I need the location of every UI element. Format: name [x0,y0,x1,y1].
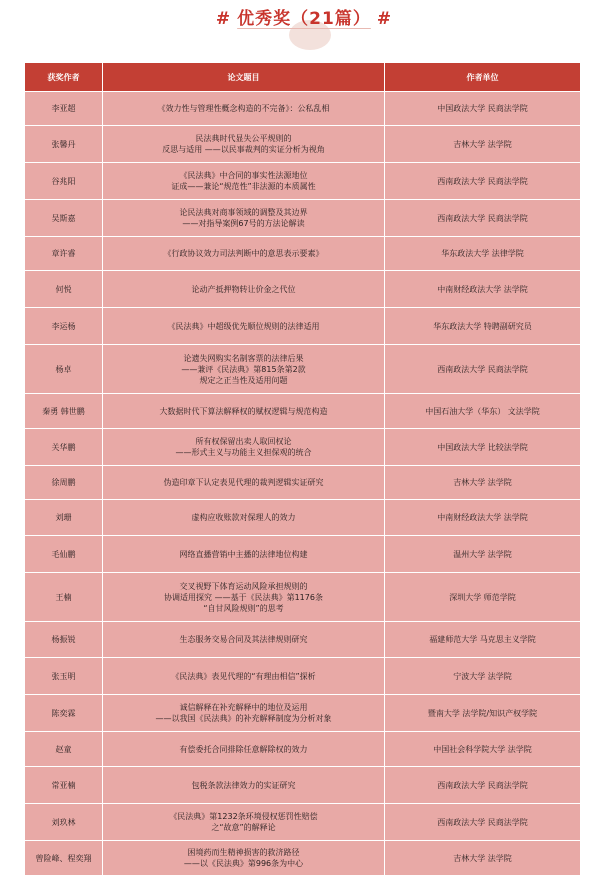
section-heading [0,6,608,46]
title-line: 之“故意”的解释论 [211,823,276,832]
cell-author: 吴斯嘉 [25,200,103,237]
table-row [25,200,581,237]
cell-author: 刘玖林 [25,804,103,841]
awards-table [24,62,581,876]
title-line: ——对指导案例67号的方法论解读 [182,219,305,228]
cell-unit: 中国社会科学院大学 法学院 [385,732,581,767]
table-row [25,271,581,308]
title-line: 生态服务交易合同及其法律规则研究 [179,635,308,644]
title-line: 民法典时代显失公平规则的 [195,134,292,143]
cell-title [103,695,385,732]
cell-unit: 华东政法大学 特聘副研究员 [385,308,581,345]
cell-unit: 西南政法大学 民商法学院 [385,767,581,804]
heading-text [210,8,398,30]
title-line: 《民法典》中合同的事实性法源地位 [179,171,308,180]
hash-right: # [376,9,393,29]
cell-unit: 华东政法大学 法律学院 [385,237,581,271]
hash-left: # [215,9,232,29]
cell-title [103,308,385,345]
cell-title [103,500,385,536]
cell-title [103,573,385,622]
cell-author: 常亚楠 [25,767,103,804]
cell-author: 关华鹏 [25,429,103,466]
title-line: ——以我国《民法典》的补充解释制度为分析对象 [155,714,332,723]
table-row [25,92,581,126]
cell-unit: 中南财经政法大学 法学院 [385,500,581,536]
title-line: 《行政协议效力司法判断中的意思表示要素》 [163,249,324,258]
cell-title [103,126,385,163]
table-row [25,345,581,394]
cell-author: 李亚超 [25,92,103,126]
cell-unit: 吉林大学 法学院 [385,126,581,163]
cell-title [103,732,385,767]
cell-title [103,536,385,573]
cell-unit: 中国政法大学 比较法学院 [385,429,581,466]
cell-unit: 暨南大学 法学院/知识产权学院 [385,695,581,732]
header-title: 论文题目 [103,63,385,92]
cell-unit: 西南政法大学 民商法学院 [385,804,581,841]
table-row [25,732,581,767]
title-line: 《民法典》第1232条环境侵权惩罚性赔偿 [169,812,318,821]
title-line: 反思与适用 ——以民事裁判的实证分析为视角 [162,145,325,154]
cell-title [103,622,385,658]
title-line: “自甘风险规则”的思考 [203,603,284,613]
cell-title [103,237,385,271]
cell-author: 章许睿 [25,237,103,271]
title-line: 论民法典对商事领域的调整及其边界 [179,208,308,217]
cell-title [103,163,385,200]
title-line: 有偿委托合同排除任意解除权的效力 [179,744,308,754]
cell-unit: 西南政法大学 民商法学院 [385,200,581,237]
cell-author: 谷兆阳 [25,163,103,200]
section-title: 优秀奖（21篇） [237,9,371,29]
table-row [25,126,581,163]
cell-title [103,767,385,804]
title-line: 证成——兼论“规范性”非法源的本质属性 [171,182,316,191]
cell-unit: 宁波大学 法学院 [385,658,581,695]
table-row [25,658,581,695]
cell-author: 杨卓 [25,345,103,394]
table-row [25,804,581,841]
cell-title [103,841,385,876]
cell-author: 徐周鹏 [25,466,103,500]
table-header-row [25,63,581,92]
title-line: 协调适用探究 ——基于《民法典》第1176条 [164,592,323,602]
cell-title [103,429,385,466]
cell-title [103,200,385,237]
cell-unit: 西南政法大学 民商法学院 [385,163,581,200]
cell-title [103,658,385,695]
table-row [25,308,581,345]
table-row [25,466,581,500]
table-row [25,622,581,658]
cell-title [103,92,385,126]
title-line: ——形式主义与功能主义担保观的统合 [175,448,312,457]
table-body [25,92,581,876]
title-line: 《民法典》表见代理的“有理由相信”探析 [171,671,316,681]
table-row [25,394,581,429]
cell-author: 陈奕霖 [25,695,103,732]
title-line: 诚信解释在补充解释中的地位及运用 [179,703,308,712]
cell-title [103,271,385,308]
cell-author: 张玉明 [25,658,103,695]
cell-unit: 中国政法大学 民商法学院 [385,92,581,126]
cell-unit: 温州大学 法学院 [385,536,581,573]
title-line: 网络直播营销中主播的法律地位构建 [179,549,308,559]
title-line: ——以《民法典》第996条为中心 [183,859,304,868]
table-row [25,237,581,271]
cell-title [103,804,385,841]
cell-author: 赵童 [25,732,103,767]
table-row [25,500,581,536]
header-author: 获奖作者 [25,63,103,92]
cell-unit: 西南政法大学 民商法学院 [385,345,581,394]
cell-author: 何悦 [25,271,103,308]
cell-author: 秦勇 韩世鹏 [25,394,103,429]
title-line: 包税条款法律效力的实证研究 [191,780,296,790]
title-line: 所有权保留出卖人取回权论 [195,437,292,446]
cell-unit: 福建师范大学 马克思主义学院 [385,622,581,658]
table-row [25,163,581,200]
title-line: 规定之正当性及适用问题 [199,375,288,385]
title-line: 大数据时代下算法解释权的赋权逻辑与规范构造 [159,406,328,416]
cell-unit: 中国石油大学（华东） 文法学院 [385,394,581,429]
table-row [25,573,581,622]
title-line: 交叉视野下体育运动风险承担规则的 [179,581,308,591]
cell-author: 杨振锐 [25,622,103,658]
table-row [25,767,581,804]
title-line: 伪造印章下认定表见代理的裁判逻辑实证研究 [163,478,324,487]
cell-author: 曾险峰、程奕翔 [25,841,103,876]
table-row [25,695,581,732]
cell-author: 张馨丹 [25,126,103,163]
cell-unit: 吉林大学 法学院 [385,466,581,500]
table-row [25,841,581,876]
cell-author: 毛仙鹏 [25,536,103,573]
cell-title [103,466,385,500]
title-line: 论动产抵押物转让价金之代位 [191,284,296,294]
table-row [25,536,581,573]
table-row [25,429,581,466]
cell-title [103,394,385,429]
title-line: 《民法典》中超级优先顺位规则的法律适用 [167,321,320,331]
cell-unit: 吉林大学 法学院 [385,841,581,876]
title-line: 论遗失网购实名制客票的法律后果 [183,353,304,363]
cell-author: 王楠 [25,573,103,622]
header-unit: 作者单位 [385,63,581,92]
cell-author: 刘珊 [25,500,103,536]
title-line: 《效力性与管理性概念构造的不完备》：公私乱相 [157,104,330,113]
cell-author: 李运杨 [25,308,103,345]
title-line: ——兼评《民法典》第815条第2款 [181,364,306,374]
title-line: 困境药而生精神损害的救济路径 [187,848,300,857]
cell-unit: 中南财经政法大学 法学院 [385,271,581,308]
title-line: 虚构应收账款对保理人的效力 [191,513,296,522]
cell-unit: 深圳大学 师范学院 [385,573,581,622]
cell-title [103,345,385,394]
